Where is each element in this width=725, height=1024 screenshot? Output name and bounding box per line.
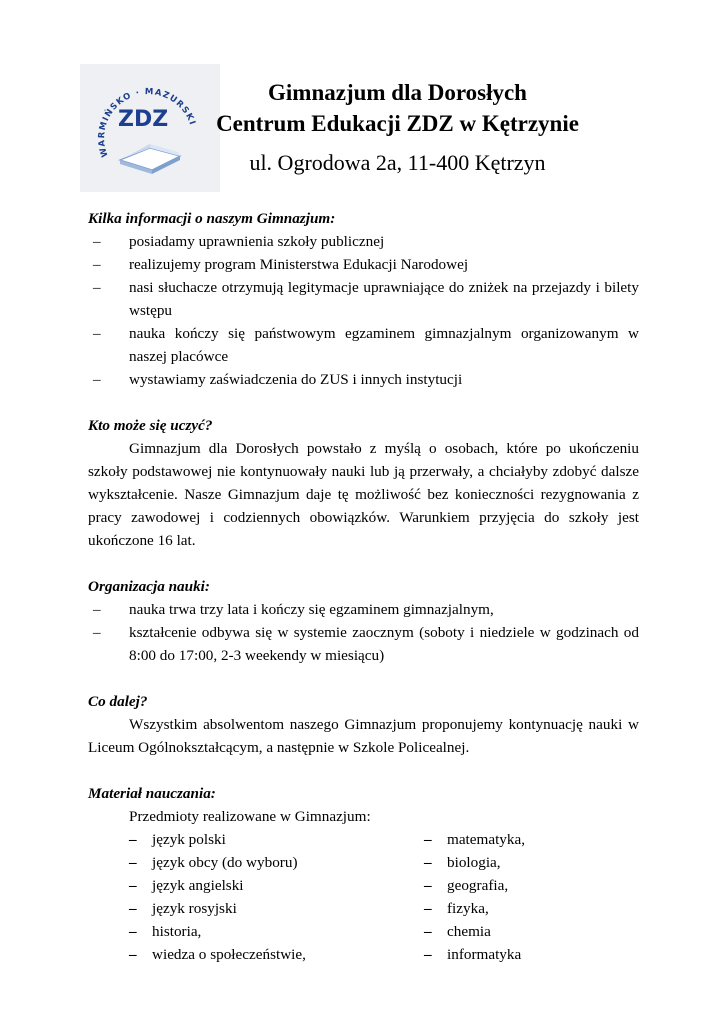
page-title-line2: Centrum Edukacji ZDZ w Kętrzynie: [216, 111, 579, 136]
organization-heading: Organizacja nauki:: [88, 578, 210, 595]
subject-item: – język angielski: [129, 874, 424, 897]
list-item: – nauka trwa trzy lata i kończy się egzaminem gimnazjalnym,: [88, 598, 639, 621]
subject-item: – informatyka: [424, 943, 525, 966]
next-heading: Co dalej?: [88, 693, 148, 710]
subject-item: – geografia,: [424, 874, 525, 897]
subjects-intro: Przedmioty realizowane w Gimnazjum:: [129, 808, 371, 825]
subjects-columns: [88, 828, 639, 966]
page-title-line1: Gimnazjum dla Dorosłych: [268, 80, 527, 105]
logo-text: ZDZ: [118, 107, 169, 132]
list-item: – nasi słuchacze otrzymują legitymacje uprawniające do zniżek na przejazdy i bilety wstępu: [88, 276, 639, 322]
list-item: – realizujemy program Ministerstwa Edukacji Narodowej: [88, 253, 639, 276]
subjects-left-list: [88, 828, 424, 966]
subject-item: – język obcy (do wyboru): [129, 851, 424, 874]
who-paragraph: Gimnazjum dla Dorosłych powstało z myślą o osobach, które po ukończeniu szkoły podstawowej nie kontynuowały nauki lub ją przerwały, a chciałyby zdobyć dalsze wykształcenie. Nasze Gimnazjum daje tę możliwość bez konieczności rezygnowania z pracy zawodowej i codziennych obowiązków. Warunkiem przyjęcia do szkoły jest ukończone 16 lat.: [88, 440, 639, 549]
subject-item: – historia,: [129, 920, 424, 943]
list-item: – nauka kończy się państwowym egzaminem gimnazjalnym organizowanym w naszej placówce: [88, 322, 639, 368]
list-item: – posiadamy uprawnienia szkoły publicznej: [88, 230, 639, 253]
next-paragraph: Wszystkim absolwentom naszego Gimnazjum proponujemy kontynuację nauki w Liceum Ogólnokształcącym, a następnie w Szkole Policealnej.: [88, 716, 639, 756]
material-heading: Materiał nauczania:: [88, 785, 216, 802]
info-heading: Kilka informacji o naszym Gimnazjum:: [88, 210, 336, 227]
info-list: [88, 230, 639, 391]
list-item: – kształcenie odbywa się w systemie zaocznym (soboty i niedziele w godzinach od 8:00 do 17:00, 2-3 weekendy w miesiącu): [88, 621, 639, 667]
subject-item: – matematyka,: [424, 828, 525, 851]
document-body: [88, 207, 639, 966]
subject-item: – fizyka,: [424, 897, 525, 920]
subject-item: – wiedza o społeczeństwie,: [129, 943, 424, 966]
who-heading: Kto może się uczyć?: [88, 417, 213, 434]
zdz-logo: [80, 64, 220, 192]
organization-list: [88, 598, 639, 667]
school-address: ul. Ogrodowa 2a, 11-400 Kętrzyn: [249, 150, 546, 175]
list-item: – wystawiamy zaświadczenia do ZUS i innych instytucji: [88, 368, 639, 391]
subject-item: – biologia,: [424, 851, 525, 874]
logo-arc-text: WARMIŃSKO · MAZURSKI: [97, 86, 198, 159]
subjects-right-list: [424, 828, 525, 966]
subject-item: – chemia: [424, 920, 525, 943]
subject-item: – język polski: [129, 828, 424, 851]
subject-item: – język rosyjski: [129, 897, 424, 920]
